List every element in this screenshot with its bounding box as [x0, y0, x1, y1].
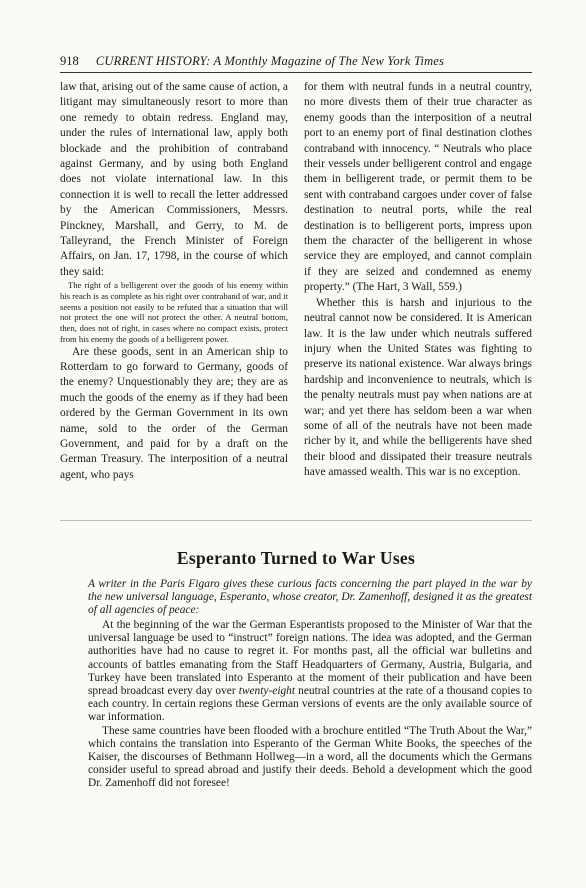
- running-header: [60, 54, 530, 69]
- block-quote: The right of a belligerent over the goods of his enemy within his reach is as complete as his right over contraband of war, and it seems a position not easily to be refuted that a situation that will not protect the one will not protect the other. A neutral bottom, then, does not of right, in cases where no compact exists, protect from his enemy the goods of a belligerent power.: [60, 280, 288, 344]
- article-paragraph-2: These same countries have been flooded with a brochure entitled “The Truth About the War,” which contains the translation into Esperanto of the German White Books, the speeches of the Kaiser, the discourses of Bethmann Hollweg—in a word, all the documents which the Germans consider useful to spread abroad and justify their deeds. Behold a development which the good Dr. Zamenhoff did not foresee!: [88, 724, 532, 790]
- emphasis-twenty-eight: twenty-eight: [238, 685, 296, 698]
- two-column-text: [60, 80, 532, 520]
- left-column: [60, 80, 288, 483]
- section-divider: [60, 520, 532, 521]
- right-column: [304, 80, 532, 481]
- article-intro: A writer in the Paris Figaro gives these curious facts concerning the part played in the war by the new universal language, Esperanto, whose creator, Dr. Zamenhoff, designed it as the greatest of all agencies of peace:: [88, 578, 532, 617]
- article-paragraph-1-start: At the beginning of the war the German Esperantists proposed to the Minister of War that the universal language be used to “instruct” foreign nations. The idea was adopted, and the German authorities have had no cause to regret it. For months past, all the official war bulletins and accounts of battles emanating from the Staff Headquarters of Germany, Austria, Bulgaria, and Turkey have been translated into Esperanto at the moment of their publication and have been spread broadcast every day over: [88, 619, 532, 698]
- right-paragraph-1: for them with neutral funds in a neutral country, no more divests them of their true character as enemy goods than the interposition of a neutral port to an enemy port of final destination clothes contraband with innocency. “ Neutrals who place their vessels under belligerent control and engage them in belligerent trade, or permit them to be sent with contraband cargoes under cover of false destination to neutral ports, while the real destination is to belligerent ports, impress upon them the character of the belligerent in whose service they are employed, and cannot complain if they are seized and condemned as enemy property.” (The Hart, 3 Wall, 559.): [304, 81, 532, 294]
- article-paragraph-1-end: neutral countries at the rate of a thousand copies to each country. In certain regions these German versions of events are the only available source of war information.: [88, 685, 533, 724]
- article-title: Esperanto Turned to War Uses: [176, 548, 416, 568]
- left-paragraph-2: Are these goods, sent in an American ship to Rotterdam to go forward to Germany, goods of the enemy? Unquestionably they are; they are as much the goods of the enemy as if they had been ordered by the German Government in its own name, sold to the order of the German Government, and paid for by a draft on the German Treasury. The interposition of a neutral agent, who pays: [60, 345, 288, 481]
- article-body: [88, 619, 532, 791]
- page-number: 918: [60, 54, 79, 68]
- magazine-title: CURRENT HISTORY: A Monthly Magazine of The New York Times: [95, 54, 445, 68]
- article-paragraph-1: [88, 619, 532, 725]
- left-paragraph-1: law that, arising out of the same cause of action, a litigant may simultaneously resort to more than one remedy to obtain redress. England may, under the rules of international law, apply both blockade and the prohibition of contraband against Germany, and by using both England does not violate international law. In this connection it is well to recall the letter addressed by the American Commissioners, Messrs. Pinckney, Marshall, and Gerry, to M. de Talleyrand, the French Minister of Foreign Affairs, on Jan. 17, 1798, in the course of which they said:: [60, 81, 288, 278]
- right-paragraph-2: Whether this is harsh and injurious to the neutral cannot now be considered. It is American law. It is the law under which neutrals suffered injury when the United States was fighting to preserve its national existence. War always brings hardship and inconvenience to neutrals, which is the penalty neutrals must pay when nations are at war; and yet there has seldom been a war when some of all of the neutrals have not been made richer by it, and while the belligerents have shed their blood and dissipated their treasure neutrals have amassed wealth. This war is no exception.: [304, 296, 532, 479]
- header-rule: [60, 72, 532, 73]
